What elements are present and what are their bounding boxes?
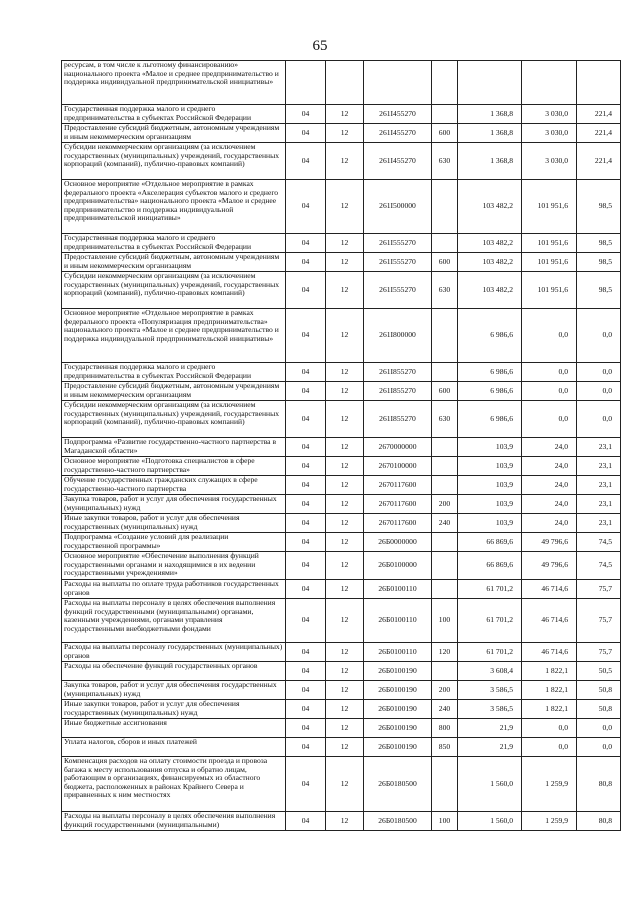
cell-percent: 50,8 (577, 700, 621, 719)
cell-name: Иные закупки товаров, работ и услуг для обеспечения государственных (муниципальных) нужд (62, 700, 286, 719)
cell-name: Подпрограмма «Создание условий для реализации государственной программы» (62, 533, 286, 552)
cell-target-article: 2670117600 (364, 514, 432, 533)
table-body (62, 61, 621, 831)
table-row (62, 662, 621, 681)
cell-expense-type: 850 (432, 738, 458, 757)
cell-subsection: 12 (326, 495, 364, 514)
cell-subsection: 12 (326, 309, 364, 363)
cell-subsection: 12 (326, 719, 364, 738)
cell-year1: 1 560,0 (458, 812, 522, 831)
cell-year2: 1 822,1 (522, 681, 577, 700)
table-row (62, 401, 621, 438)
cell-section: 04 (286, 681, 326, 700)
cell-subsection: 12 (326, 124, 364, 143)
cell-percent: 23,1 (577, 457, 621, 476)
cell-year2: 1 822,1 (522, 662, 577, 681)
cell-expense-type (432, 363, 458, 382)
table-row (62, 552, 621, 580)
cell-year1: 21,9 (458, 719, 522, 738)
cell-year2: 101 951,6 (522, 253, 577, 272)
cell-expense-type: 100 (432, 599, 458, 643)
cell-subsection: 12 (326, 552, 364, 580)
cell-percent: 80,8 (577, 812, 621, 831)
cell-year1: 3 586,5 (458, 681, 522, 700)
cell-year1: 3 608,4 (458, 662, 522, 681)
cell-year2: 1 259,9 (522, 757, 577, 812)
cell-name: Основное мероприятие «Отдельное мероприятие в рамках федерального проекта «Популяризация предпринимательства» национального проекта «Малое и среднее предпринимательство и поддержка индивидуальной предпринимательской инициативы» (62, 309, 286, 363)
table-row (62, 514, 621, 533)
cell-section: 04 (286, 438, 326, 457)
cell-target-article: 2670117600 (364, 495, 432, 514)
cell-name: Расходы на выплаты персоналу в целях обеспечения выполнения функций государственными (муниципальными) (62, 812, 286, 831)
cell-expense-type (432, 438, 458, 457)
cell-expense-type: 240 (432, 514, 458, 533)
cell-name: Предоставление субсидий бюджетным, автономным учреждениям и иным некоммерческим организациям (62, 253, 286, 272)
cell-year2: 24,0 (522, 457, 577, 476)
cell-section (286, 61, 326, 105)
cell-subsection: 12 (326, 738, 364, 757)
cell-percent: 221,4 (577, 124, 621, 143)
cell-year2: 3 030,0 (522, 124, 577, 143)
table-row (62, 382, 621, 401)
cell-name: Основное мероприятие «Обеспечение выполнения функций государственными органами и находящимися в их ведении государственными учреждениями» (62, 552, 286, 580)
table-row (62, 309, 621, 363)
cell-expense-type (432, 105, 458, 124)
cell-year1: 1 368,8 (458, 143, 522, 180)
cell-year1: 1 368,8 (458, 124, 522, 143)
cell-section: 04 (286, 700, 326, 719)
cell-name: Расходы на выплаты персоналу в целях обеспечения выполнения функций государственными (муниципальными) органами, казенными учреждениями, органами управления государственными внебюджетными фондами (62, 599, 286, 643)
cell-section: 04 (286, 552, 326, 580)
table-row (62, 457, 621, 476)
cell-year1: 103 482,2 (458, 180, 522, 234)
table-row (62, 363, 621, 382)
cell-percent: 75,7 (577, 599, 621, 643)
cell-section: 04 (286, 533, 326, 552)
table-row (62, 643, 621, 662)
cell-target-article: 261I455270 (364, 124, 432, 143)
cell-target-article: 26Б0100110 (364, 599, 432, 643)
cell-section: 04 (286, 757, 326, 812)
cell-section: 04 (286, 363, 326, 382)
cell-target-article: 261I855270 (364, 401, 432, 438)
cell-year2: 24,0 (522, 476, 577, 495)
cell-section: 04 (286, 234, 326, 253)
cell-year1: 103,9 (458, 438, 522, 457)
cell-percent: 75,7 (577, 580, 621, 599)
cell-section: 04 (286, 812, 326, 831)
cell-subsection: 12 (326, 812, 364, 831)
cell-section: 04 (286, 272, 326, 309)
cell-year1: 103,9 (458, 457, 522, 476)
cell-year2: 49 796,6 (522, 533, 577, 552)
table-row (62, 681, 621, 700)
table-row (62, 495, 621, 514)
cell-percent: 0,0 (577, 363, 621, 382)
cell-year2: 0,0 (522, 309, 577, 363)
cell-name: Субсидии некоммерческим организациям (за исключением государственных (муниципальных) учреждений, государственных корпораций (компаний), публично-правовых компаний) (62, 143, 286, 180)
cell-subsection: 12 (326, 457, 364, 476)
cell-expense-type: 600 (432, 253, 458, 272)
cell-expense-type (432, 757, 458, 812)
table-row (62, 105, 621, 124)
cell-subsection: 12 (326, 382, 364, 401)
cell-percent: 221,4 (577, 143, 621, 180)
table-row (62, 533, 621, 552)
cell-percent: 0,0 (577, 309, 621, 363)
cell-section: 04 (286, 599, 326, 643)
cell-year2: 0,0 (522, 738, 577, 757)
cell-year1: 103,9 (458, 476, 522, 495)
cell-percent: 74,5 (577, 552, 621, 580)
cell-subsection: 12 (326, 533, 364, 552)
cell-target-article: 26Б0100110 (364, 643, 432, 662)
table-row (62, 234, 621, 253)
cell-subsection: 12 (326, 143, 364, 180)
cell-expense-type: 600 (432, 124, 458, 143)
cell-target-article: 261I800000 (364, 309, 432, 363)
cell-year1: 61 701,2 (458, 580, 522, 599)
cell-target-article: 261I855270 (364, 363, 432, 382)
cell-expense-type (432, 552, 458, 580)
cell-target-article: 26Б0100190 (364, 681, 432, 700)
cell-subsection: 12 (326, 476, 364, 495)
cell-target-article: 261I455270 (364, 105, 432, 124)
cell-section: 04 (286, 738, 326, 757)
cell-expense-type (432, 580, 458, 599)
cell-year2: 3 030,0 (522, 143, 577, 180)
cell-expense-type (432, 180, 458, 234)
cell-target-article: 261I500000 (364, 180, 432, 234)
cell-percent: 74,5 (577, 533, 621, 552)
cell-year2: 0,0 (522, 719, 577, 738)
cell-year1: 103 482,2 (458, 234, 522, 253)
cell-section: 04 (286, 662, 326, 681)
cell-subsection: 12 (326, 180, 364, 234)
cell-section: 04 (286, 495, 326, 514)
cell-subsection: 12 (326, 401, 364, 438)
cell-expense-type (432, 457, 458, 476)
cell-percent: 98,5 (577, 234, 621, 253)
cell-expense-type: 100 (432, 812, 458, 831)
cell-year1: 6 986,6 (458, 382, 522, 401)
cell-expense-type (432, 662, 458, 681)
cell-expense-type: 630 (432, 143, 458, 180)
cell-expense-type: 630 (432, 401, 458, 438)
cell-subsection: 12 (326, 514, 364, 533)
cell-year2: 3 030,0 (522, 105, 577, 124)
cell-name: Подпрограмма «Развитие государственно-частного партнерства в Магаданской области» (62, 438, 286, 457)
cell-subsection: 12 (326, 580, 364, 599)
table-row (62, 757, 621, 812)
cell-section: 04 (286, 457, 326, 476)
cell-year1: 1 368,8 (458, 105, 522, 124)
cell-section: 04 (286, 180, 326, 234)
cell-subsection: 12 (326, 700, 364, 719)
cell-percent: 23,1 (577, 476, 621, 495)
cell-year1: 103,9 (458, 495, 522, 514)
cell-section: 04 (286, 580, 326, 599)
table-row (62, 580, 621, 599)
table-row (62, 719, 621, 738)
cell-section: 04 (286, 105, 326, 124)
cell-expense-type (432, 234, 458, 253)
cell-percent: 75,7 (577, 643, 621, 662)
table-row (62, 438, 621, 457)
cell-target-article: 261I555270 (364, 234, 432, 253)
cell-year1: 66 869,6 (458, 552, 522, 580)
cell-year1: 103,9 (458, 514, 522, 533)
cell-target-article: 26Б0100190 (364, 738, 432, 757)
cell-percent: 23,1 (577, 514, 621, 533)
cell-subsection: 12 (326, 105, 364, 124)
cell-name: Компенсация расходов на оплату стоимости проезда и провоза багажа к месту использования отпуска и обратно лицам, работающим в организациях, финансируемых из областного бюджета, расположенных в районах Крайнего Севера и приравненных к ним местностях (62, 757, 286, 812)
cell-year1 (458, 61, 522, 105)
table-row (62, 599, 621, 643)
cell-name: ресурсам, в том числе к льготному финансированию» национального проекта «Малое и среднее предпринимательство и поддержка индивидуальной предпринимательской инициативы» (62, 61, 286, 105)
cell-section: 04 (286, 643, 326, 662)
cell-expense-type: 200 (432, 681, 458, 700)
cell-subsection: 12 (326, 662, 364, 681)
table-row (62, 812, 621, 831)
cell-year1: 6 986,6 (458, 401, 522, 438)
cell-expense-type (432, 533, 458, 552)
cell-section: 04 (286, 382, 326, 401)
table-row (62, 253, 621, 272)
cell-target-article: 261I555270 (364, 253, 432, 272)
cell-percent: 98,5 (577, 180, 621, 234)
cell-name: Расходы на обеспечение функций государственных органов (62, 662, 286, 681)
cell-year1: 1 560,0 (458, 757, 522, 812)
cell-target-article: 26Б0100190 (364, 662, 432, 681)
cell-year1: 61 701,2 (458, 599, 522, 643)
cell-target-article: 261I855270 (364, 382, 432, 401)
cell-year2: 101 951,6 (522, 272, 577, 309)
cell-section: 04 (286, 719, 326, 738)
cell-year2: 49 796,6 (522, 552, 577, 580)
cell-percent: 50,8 (577, 681, 621, 700)
cell-percent: 0,0 (577, 719, 621, 738)
cell-percent: 98,5 (577, 272, 621, 309)
cell-name: Закупка товаров, работ и услуг для обеспечения государственных (муниципальных) нужд (62, 495, 286, 514)
cell-section: 04 (286, 476, 326, 495)
cell-name: Предоставление субсидий бюджетным, автономным учреждениям и иным некоммерческим организациям (62, 124, 286, 143)
cell-target-article: 2670117600 (364, 476, 432, 495)
page-number: 65 (312, 38, 328, 54)
cell-target-article: 26Б0180500 (364, 812, 432, 831)
cell-target-article: 26Б0000000 (364, 533, 432, 552)
cell-percent: 0,0 (577, 382, 621, 401)
cell-target-article: 26Б0100110 (364, 580, 432, 599)
cell-name: Государственная поддержка малого и среднего предпринимательства в субъектах Российской Федерации (62, 234, 286, 253)
cell-name: Субсидии некоммерческим организациям (за исключением государственных (муниципальных) учреждений, государственных корпораций (компаний), публично-правовых компаний) (62, 401, 286, 438)
cell-year2: 24,0 (522, 495, 577, 514)
cell-section: 04 (286, 514, 326, 533)
cell-percent: 98,5 (577, 253, 621, 272)
cell-target-article (364, 61, 432, 105)
cell-percent: 221,4 (577, 105, 621, 124)
table-row (62, 143, 621, 180)
cell-expense-type: 800 (432, 719, 458, 738)
cell-year1: 103 482,2 (458, 253, 522, 272)
cell-expense-type: 200 (432, 495, 458, 514)
cell-expense-type (432, 61, 458, 105)
table-row (62, 61, 621, 105)
cell-subsection: 12 (326, 272, 364, 309)
cell-percent: 80,8 (577, 757, 621, 812)
cell-name: Уплата налогов, сборов и иных платежей (62, 738, 286, 757)
cell-percent: 23,1 (577, 438, 621, 457)
cell-year2: 0,0 (522, 382, 577, 401)
table-row (62, 738, 621, 757)
cell-section: 04 (286, 401, 326, 438)
cell-name: Государственная поддержка малого и среднего предпринимательства в субъектах Российской Федерации (62, 363, 286, 382)
cell-target-article: 2670000000 (364, 438, 432, 457)
cell-name: Иные бюджетные ассигнования (62, 719, 286, 738)
cell-percent: 0,0 (577, 401, 621, 438)
cell-subsection: 12 (326, 681, 364, 700)
cell-expense-type: 600 (432, 382, 458, 401)
cell-name: Субсидии некоммерческим организациям (за исключением государственных (муниципальных) учреждений, государственных корпораций (компаний), публично-правовых компаний) (62, 272, 286, 309)
table-row (62, 180, 621, 234)
cell-subsection: 12 (326, 234, 364, 253)
cell-subsection: 12 (326, 757, 364, 812)
cell-year2: 1 259,9 (522, 812, 577, 831)
cell-year2: 24,0 (522, 438, 577, 457)
cell-percent: 23,1 (577, 495, 621, 514)
cell-year2: 46 714,6 (522, 599, 577, 643)
cell-target-article: 26Б0100190 (364, 719, 432, 738)
cell-year2: 46 714,6 (522, 643, 577, 662)
cell-expense-type (432, 476, 458, 495)
cell-expense-type: 240 (432, 700, 458, 719)
cell-subsection: 12 (326, 599, 364, 643)
cell-expense-type: 630 (432, 272, 458, 309)
table-row (62, 476, 621, 495)
cell-subsection: 12 (326, 438, 364, 457)
cell-year1: 21,9 (458, 738, 522, 757)
cell-year2: 0,0 (522, 363, 577, 382)
cell-year2: 24,0 (522, 514, 577, 533)
cell-year1: 3 586,5 (458, 700, 522, 719)
cell-year1: 103 482,2 (458, 272, 522, 309)
cell-name: Расходы на выплаты персоналу государственных (муниципальных) органов (62, 643, 286, 662)
cell-year1: 61 701,2 (458, 643, 522, 662)
cell-percent: 0,0 (577, 738, 621, 757)
cell-name: Иные закупки товаров, работ и услуг для обеспечения государственных (муниципальных) нужд (62, 514, 286, 533)
cell-year2: 0,0 (522, 401, 577, 438)
cell-percent: 50,5 (577, 662, 621, 681)
cell-target-article: 261I555270 (364, 272, 432, 309)
cell-year2: 101 951,6 (522, 234, 577, 253)
cell-name: Обучение государственных гражданских служащих в сфере государственно-частного партнерства (62, 476, 286, 495)
cell-section: 04 (286, 143, 326, 180)
cell-section: 04 (286, 253, 326, 272)
cell-target-article: 261I455270 (364, 143, 432, 180)
cell-year2: 1 822,1 (522, 700, 577, 719)
cell-year2: 46 714,6 (522, 580, 577, 599)
table-row (62, 700, 621, 719)
cell-name: Расходы на выплаты по оплате труда работников государственных органов (62, 580, 286, 599)
cell-target-article: 26Б0180500 (364, 757, 432, 812)
cell-year1: 6 986,6 (458, 363, 522, 382)
cell-year1: 6 986,6 (458, 309, 522, 363)
cell-subsection: 12 (326, 643, 364, 662)
cell-name: Основное мероприятие «Отдельное мероприятие в рамках федерального проекта «Акселерация субъектов малого и среднего предпринимательства» национального проекта «Малое и среднее предпринимательство и поддержка индивидуальной предпринимательской инициативы» (62, 180, 286, 234)
cell-expense-type (432, 309, 458, 363)
cell-section: 04 (286, 124, 326, 143)
cell-subsection: 12 (326, 253, 364, 272)
cell-expense-type: 120 (432, 643, 458, 662)
cell-percent (577, 61, 621, 105)
cell-name: Закупка товаров, работ и услуг для обеспечения государственных (муниципальных) нужд (62, 681, 286, 700)
cell-target-article: 26Б0100000 (364, 552, 432, 580)
cell-subsection: 12 (326, 363, 364, 382)
cell-target-article: 26Б0100190 (364, 700, 432, 719)
cell-section: 04 (286, 309, 326, 363)
cell-name: Основное мероприятие «Подготовка специалистов в сфере государственно-частного партнерства» (62, 457, 286, 476)
cell-year1: 66 869,6 (458, 533, 522, 552)
table-row (62, 124, 621, 143)
cell-target-article: 2670100000 (364, 457, 432, 476)
cell-subsection (326, 61, 364, 105)
cell-name: Предоставление субсидий бюджетным, автономным учреждениям и иным некоммерческим организациям (62, 382, 286, 401)
budget-table (61, 60, 621, 831)
table-row (62, 272, 621, 309)
cell-year2 (522, 61, 577, 105)
cell-year2: 101 951,6 (522, 180, 577, 234)
cell-name: Государственная поддержка малого и среднего предпринимательства в субъектах Российской Федерации (62, 105, 286, 124)
